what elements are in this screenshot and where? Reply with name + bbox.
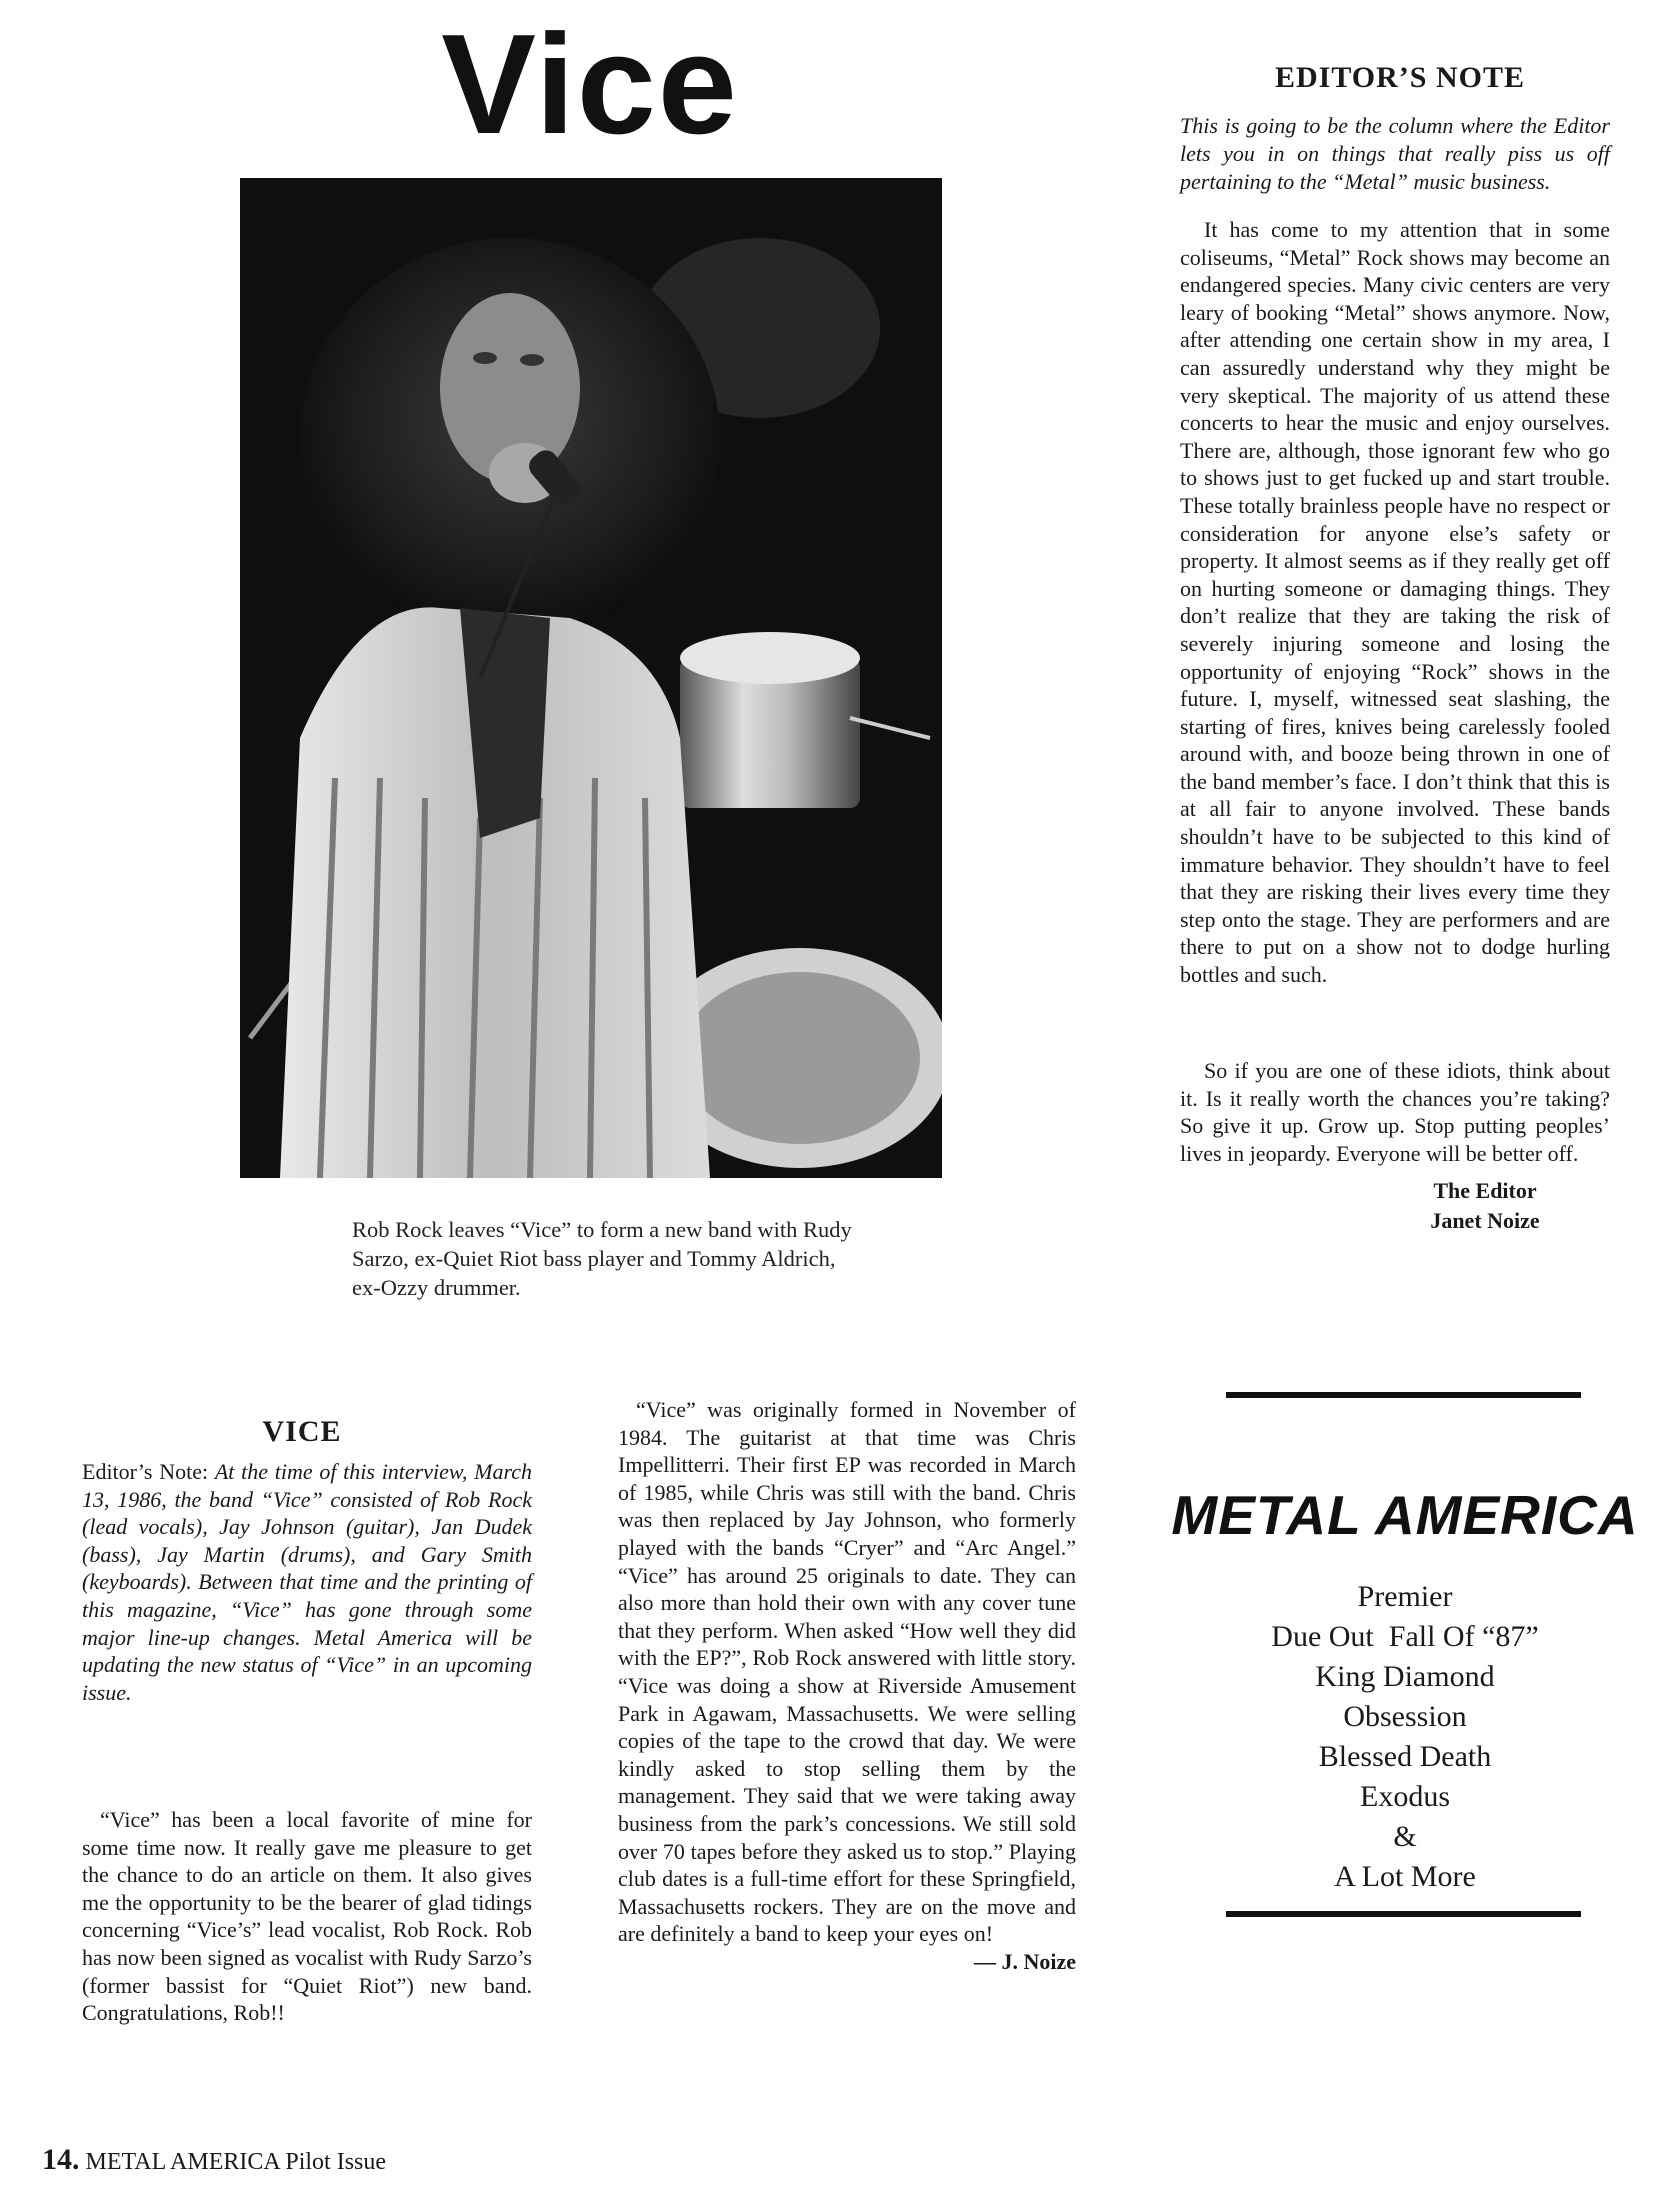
vice-article-column-2 xyxy=(618,1396,1076,1975)
editors-note-intro: This is going to be the column where the Editor lets you in on things that really piss us off pertaining to the “Metal” music business. xyxy=(1180,113,1610,194)
ad-line: Due Out Fall Of “87” xyxy=(1271,1620,1539,1653)
ad-bottom-rule xyxy=(1226,1911,1581,1917)
editors-note-paragraph-1: It has come to my attention that in some coliseums, “Metal” Rock shows may become an endangered species. Many civic centers are very leary of booking “Metal” shows anymore. Now, after attending one certain show in my area, I can assuredly understand why they might be very skeptical. The majority of us attend these concerts to hear the music and enjoy ourselves. There are, although, those ignorant few who go to shows just to get fucked up and start trouble. These totally brainless people have no respect or consideration for anyone else’s safety or property. It almost seems as if they really get off on hurting someone or damaging things. They don’t realize that they are taking the risk of severely injuring someone and losing the opportunity of enjoying “Rock” shows in the future. I, myself, witnessed seat slashing, the starting of fires, knives being carelessly fooled around with, and booze being thrown in one of the band member’s face. I don’t think that this is at all fair to anyone involved. These bands shouldn’t have to be subjected to this kind of immature behavior. They shouldn’t have to feel that they are risking their lives every time they step onto the stage. They are performers and are there to put on a show not to dodge hurling bottles and such. xyxy=(1180,217,1610,988)
publication-name: METAL AMERICA Pilot Issue xyxy=(85,2149,387,2175)
photo-caption: Rob Rock leaves “Vice” to form a new band with Rudy Sarzo, ex-Quiet Riot bass player and Tommy Aldrich, ex-Ozzy drummer. xyxy=(352,1217,852,1300)
ad-lineup-list xyxy=(1170,1577,1640,1897)
ad-line: Obsession xyxy=(1343,1700,1467,1733)
ad-line: & xyxy=(1393,1820,1417,1853)
note-label: Editor’s Note: xyxy=(82,1459,209,1484)
page-number: 14. xyxy=(42,2143,80,2176)
ad-title: METAL AMERICA xyxy=(1171,1484,1639,1546)
vice-article-body: “Vice” has been a local favorite of mine for some time now. It really gave me pleasure to get the chance to do an article on them. It also gives me the opportunity to be the bearer of glad tidings concerning “Vice’s” lead vocalist, Rob Rock. Rob has now been signed as vocalist with Rudy Sarzo’s (former bassist for “Quiet Riot”) new band. Congratulations, Rob!! xyxy=(82,1807,532,2026)
ad-line: Blessed Death xyxy=(1318,1740,1492,1773)
vice-editors-note xyxy=(82,1458,532,1706)
note-text: At the time of this interview, March 13, 1986, the band “Vice” consisted of Rob Rock (lead vocals), Jay Johnson (guitar), Jan Dudek (bass), Jay Martin (drums), and Gary Smith (keyboards). Between that time and the printing of this magazine, “Vice” has gone through some major line-up changes. Metal America will be updating the new status of “Vice” in an upcoming issue. xyxy=(82,1459,532,1705)
ad-line: Exodus xyxy=(1360,1780,1450,1813)
ad-line: A Lot More xyxy=(1334,1860,1476,1893)
page-footer xyxy=(42,2145,386,2177)
singer-photo-illustration xyxy=(240,178,942,1178)
ad-top-rule xyxy=(1226,1392,1581,1398)
ad-line: Premier xyxy=(1357,1580,1453,1613)
band-photo xyxy=(240,178,942,1178)
article-signature: — J. Noize xyxy=(973,1948,1076,1974)
editors-note-heading: EDITOR’S NOTE xyxy=(1274,61,1525,94)
column-2-text: “Vice” was originally formed in November of 1984. The guitarist at that time was Chris Impellitterri. Their first EP was recorded in March of 1985, while Chris was still with the band. Chris was then replaced by Jay Johnson, who formerly played with the bands “Cryer” and “Arc Angel.” “Vice” has around 25 originals to date. They can also more than hold their own with any cover tune that they perform. When asked “How well they did with the EP?”, Rob Rock answered with little story. “Vice was doing a show at Riverside Amusement Park in Agawam, Massachusetts. We were selling copies of the tape to the crowd that day. We were kindly asked to stop selling them by the management. They said that we were taking away business from the park’s concessions. We still sold over 70 tapes before they asked us to stop.” Playing club dates is a full-time effort for these Springfield, Massachusetts rockers. They are on the move and are definitely a band to keep your eyes on! xyxy=(618,1397,1076,1947)
editors-note-signature xyxy=(1360,1176,1610,1236)
vice-article-heading: VICE xyxy=(262,1415,342,1448)
signature-title: The Editor xyxy=(1433,1178,1537,1203)
ad-line: King Diamond xyxy=(1315,1660,1495,1693)
headline: Vice xyxy=(441,5,739,164)
signature-name: Janet Noize xyxy=(1430,1208,1540,1233)
editors-note-paragraph-2: So if you are one of these idiots, think about it. Is it really worth the chances you’re taking? So give it up. Grow up. Stop putting peoples’ lives in jeopardy. Everyone will be better off. xyxy=(1180,1058,1610,1166)
